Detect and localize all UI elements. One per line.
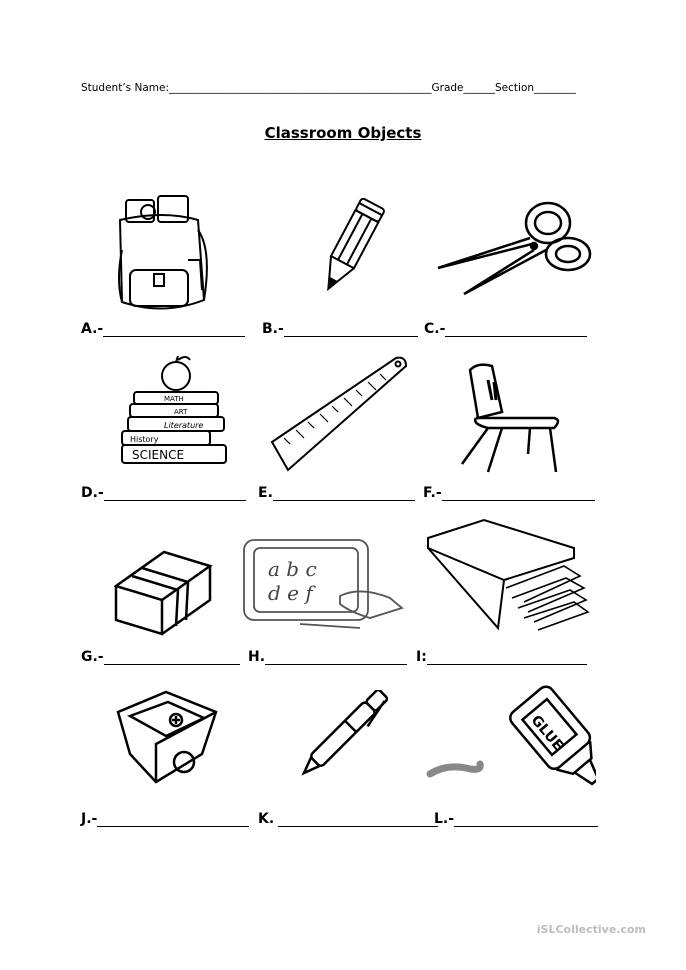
- book-title-history: History: [130, 435, 159, 444]
- answer-blank[interactable]: [284, 322, 418, 337]
- grade-label: Grade: [431, 82, 464, 94]
- answer-blank[interactable]: [104, 486, 246, 501]
- student-info-header: [81, 82, 603, 94]
- item-label: L.-: [434, 811, 455, 827]
- answer-blank[interactable]: [454, 812, 598, 827]
- answer-blank[interactable]: [273, 486, 415, 501]
- item-label: E.: [258, 485, 273, 501]
- board-text-row2: d e f: [268, 581, 313, 605]
- answer-row-a: [81, 321, 245, 337]
- footer-watermark: iSLCollective.com: [536, 923, 646, 936]
- answer-row-c: [424, 321, 587, 337]
- books-icon: [118, 356, 230, 468]
- answer-blank[interactable]: [265, 650, 407, 665]
- item-label: F.-: [423, 485, 442, 501]
- answer-row-d: [81, 485, 246, 501]
- section-field[interactable]: ________: [534, 82, 577, 94]
- ruler-icon: [270, 356, 410, 474]
- answer-blank[interactable]: [442, 486, 595, 501]
- answer-row-b: [262, 321, 418, 337]
- item-label: J.-: [81, 811, 98, 827]
- item-label: K.: [258, 811, 275, 827]
- student-name-field[interactable]: __________________________________________________: [169, 82, 432, 94]
- item-label: I:: [416, 649, 427, 665]
- answer-row-e: [258, 485, 415, 501]
- answer-row-i: [416, 649, 587, 665]
- glue-bottle-text: GLUE: [527, 712, 567, 754]
- sharpener-icon: [116, 690, 226, 790]
- crayons-icon: [424, 518, 592, 636]
- item-label: A.-: [81, 321, 104, 337]
- pen-icon: [290, 690, 390, 784]
- answer-blank[interactable]: [445, 322, 587, 337]
- answer-blank[interactable]: [278, 812, 438, 827]
- board-text-row1: a b c: [268, 557, 317, 581]
- answer-blank[interactable]: [97, 812, 249, 827]
- backpack-icon: [108, 190, 218, 320]
- book-title-science: SCIENCE: [132, 448, 185, 462]
- answer-blank[interactable]: [103, 322, 245, 337]
- item-label: D.-: [81, 485, 104, 501]
- item-label: G.-: [81, 649, 104, 665]
- item-label: H.: [248, 649, 266, 665]
- answer-row-j: [81, 811, 249, 827]
- answer-row-h: [248, 649, 407, 665]
- answer-blank[interactable]: [427, 650, 587, 665]
- section-label: Section: [495, 82, 535, 94]
- item-label: B.-: [262, 321, 284, 337]
- item-label: C.-: [424, 321, 446, 337]
- pencil-icon: [315, 198, 385, 298]
- answer-row-g: [81, 649, 240, 665]
- glue-icon: [426, 676, 596, 794]
- page-title: Classroom Objects: [264, 124, 422, 142]
- chalkboard-icon: [240, 536, 410, 632]
- chair-icon: [458, 360, 568, 475]
- scissors-icon: [434, 198, 594, 298]
- answer-row-f: [423, 485, 595, 501]
- grade-field[interactable]: ______: [463, 82, 496, 94]
- answer-row-l: [434, 811, 598, 827]
- book-title-art: ART: [174, 408, 188, 416]
- answer-row-k: [258, 811, 438, 827]
- eraser-icon: [114, 546, 214, 636]
- student-name-label: Student’s Name:: [81, 82, 169, 94]
- book-title-math: MATH: [164, 395, 184, 403]
- answer-blank[interactable]: [104, 650, 240, 665]
- book-title-literature: Literature: [164, 421, 204, 430]
